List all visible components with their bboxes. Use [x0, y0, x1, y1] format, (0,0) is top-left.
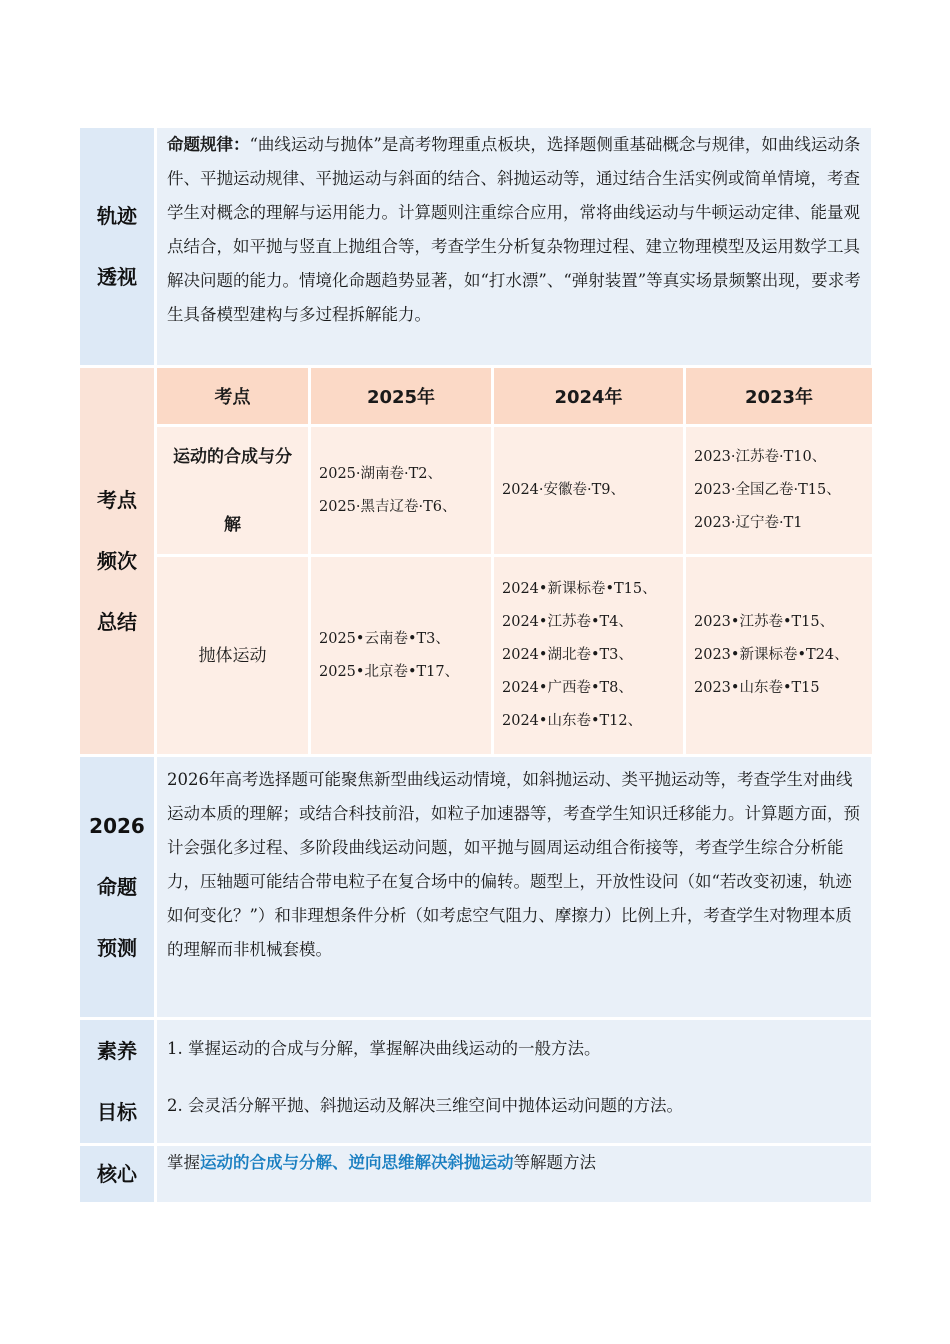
cell-2025	[311, 557, 491, 754]
exam-ref: 2025•云南卷•T3、	[319, 630, 450, 647]
literacy-label	[80, 1020, 154, 1143]
cell-2023	[686, 427, 872, 554]
exam-ref: 2024•江苏卷•T4、	[502, 614, 633, 630]
frequency-label-line1: 考点	[97, 487, 137, 512]
exam-ref: 2024•山东卷•T12、	[502, 713, 643, 729]
core-label	[80, 1146, 154, 1202]
exam-ref: 2025·湖南卷·T2、	[319, 465, 443, 482]
core-label-text: 核心	[97, 1161, 137, 1186]
frequency-section	[80, 368, 871, 754]
literacy-label-line1: 素养	[97, 1038, 137, 1063]
topic-cell	[157, 427, 308, 554]
exam-ref: 2023•新课标卷•T24、	[694, 647, 849, 663]
header-2024: 2024年	[494, 368, 683, 424]
frequency-label-line3: 总结	[97, 609, 137, 634]
trajectory-content	[157, 128, 871, 365]
exam-ref: 2024•新课标卷•T15、	[502, 581, 657, 597]
forecast-content	[157, 757, 871, 1017]
core-content	[157, 1146, 871, 1202]
trajectory-label-line2: 透视	[97, 264, 137, 289]
exam-ref: 2023·辽宁卷·T1	[694, 515, 803, 531]
literacy-item: 2. 会灵活分解平抛、斜抛运动及解决三维空间中抛体运动问题的方法。	[167, 1096, 683, 1115]
topic-cell	[157, 557, 308, 754]
exam-ref: 2023·江苏卷·T10、	[694, 449, 827, 465]
trajectory-section	[80, 128, 871, 365]
exam-ref: 2025·黑吉辽卷·T6、	[319, 498, 457, 515]
exam-ref: 2024•广西卷•T8、	[502, 680, 633, 696]
topic-name: 运动的合成与分解	[173, 446, 292, 535]
literacy-content	[157, 1020, 871, 1143]
forecast-label	[80, 757, 154, 1017]
core-highlight: 运动的合成与分解、逆向思维解决斜抛运动	[200, 1153, 514, 1172]
literacy-item: 1. 掌握运动的合成与分解，掌握解决曲线运动的一般方法。	[167, 1039, 601, 1058]
core-post: 等解题方法	[513, 1153, 596, 1172]
trajectory-label-line1: 轨迹	[97, 203, 137, 228]
header-2023: 2023年	[686, 368, 872, 424]
frequency-table	[157, 368, 872, 754]
topic-name: 抛体运动	[198, 645, 267, 666]
forecast-text: 2026年高考选择题可能聚焦新型曲线运动情境，如斜抛运动、类平抛运动等，考查学生对曲线运动本质的理解；或结合科技前沿，如粒子加速器等，考查学生知识迁移能力。计算题方面，预计会强化多过程、多阶段曲线运动问题，如平抛与圆周运动组合衔接等，考查学生综合分析能力，压轴题可能结合带电粒子在复合场中的偏转。题型上，开放性设问（如“若改变初速，轨迹如何变化？”）和非理想条件分析（如考虑空气阻力、摩擦力）比例上升，考查学生对物理本质的理解而非机械套模。	[167, 770, 860, 959]
core-section	[80, 1146, 871, 1202]
frequency-label	[80, 368, 154, 754]
core-pre: 掌握	[167, 1153, 200, 1172]
exam-ref: 2023•江苏卷•T15、	[694, 614, 835, 630]
header-topic: 考点	[157, 368, 308, 424]
forecast-label-line1: 2026	[89, 813, 145, 838]
forecast-section	[80, 757, 871, 1017]
forecast-label-line3: 预测	[97, 935, 137, 960]
exam-ref: 2024•湖北卷•T3、	[502, 647, 633, 663]
trajectory-text: “曲线运动与抛体”是高考物理重点板块，选择题侧重基础概念与规律，如曲线运动条件、平抛运动规律、平抛运动与斜面的结合、斜抛运动等，通过结合生活实例或简单情境，考查学生对概念的理解与运用能力。计算题则注重综合应用，常将曲线运动与牛顿运动定律、能量观点结合，如平抛与竖直上抛组合等，考查学生分析复杂物理过程、建立物理模型及运用数学工具解决问题的能力。情境化命题趋势显著，如“打水漂”、“弹射装置”等真实场景频繁出现，要求考生具备模型建构与多过程拆解能力。	[167, 135, 861, 324]
exam-ref: 2023·全国乙卷·T15、	[694, 482, 841, 498]
exam-ref: 2025•北京卷•T17、	[319, 663, 460, 680]
forecast-label-line2: 命题	[97, 874, 137, 899]
header-2025: 2025年	[311, 368, 491, 424]
cell-2024	[494, 427, 683, 554]
exam-ref: 2024·安徽卷·T9、	[502, 482, 626, 498]
exam-ref: 2023•山东卷•T15	[694, 680, 820, 696]
literacy-section	[80, 1020, 871, 1143]
cell-2025	[311, 427, 491, 554]
cell-2024	[494, 557, 683, 754]
cell-2023	[686, 557, 872, 754]
frequency-label-line2: 频次	[97, 548, 137, 573]
trajectory-lead: 命题规律：	[167, 135, 250, 154]
trajectory-label	[80, 128, 154, 365]
literacy-label-line2: 目标	[97, 1099, 137, 1124]
